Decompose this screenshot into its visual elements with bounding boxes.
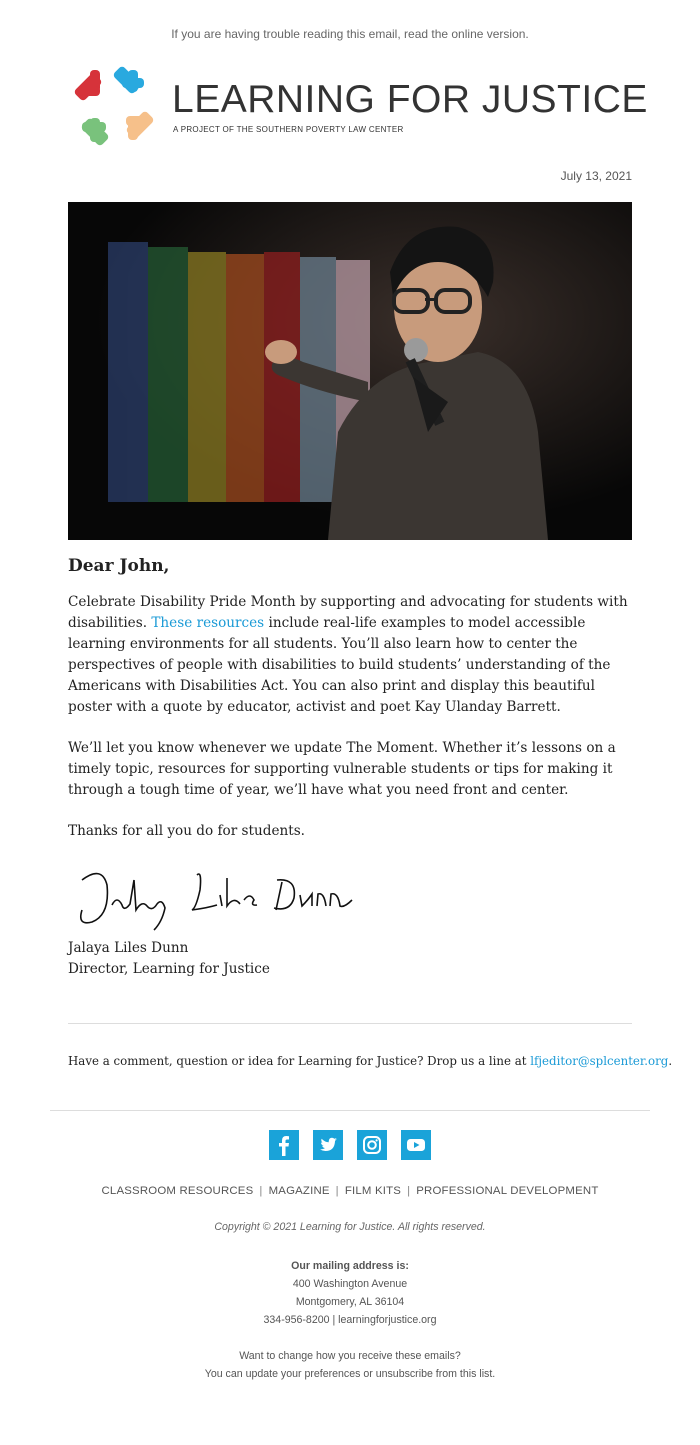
youtube-icon xyxy=(405,1134,427,1156)
nav-magazine[interactable]: MAGAZINE xyxy=(268,1185,330,1197)
contact-info: 334-956-8200 | learningforjustice.org xyxy=(263,1314,437,1326)
divider xyxy=(50,1110,650,1111)
greeting: Dear John, xyxy=(68,556,170,576)
signer-title: Director, Learning for Justice xyxy=(68,961,270,977)
handwritten-signature xyxy=(62,860,632,932)
editor-email-link[interactable]: lfjeditor@splcenter.org xyxy=(530,1054,669,1068)
signature-icon xyxy=(62,860,362,932)
body-paragraph-1: Celebrate Disability Pride Month by supporting and advocating for students with disabilities. These resources include real-life examples to model accessible learning environments for all students. You’ll also learn how to center the perspectives of people with disabilities to build students’ understanding of the Americans with Disabilities Act. You can also print and display this beautiful poster with a quote by educator, activist and poet Kay Ulanday Barrett. xyxy=(68,594,628,715)
body-paragraph-3: Thanks for all you do for students. xyxy=(68,823,306,839)
speaker-photo xyxy=(68,202,632,540)
facebook-icon xyxy=(273,1134,295,1156)
youtube-button[interactable] xyxy=(401,1130,431,1160)
instagram-button[interactable] xyxy=(357,1130,387,1160)
contact-line: Have a comment, question or idea for Learning for Justice? Drop us a line at lfjeditor@splcenter.org. xyxy=(68,1054,673,1068)
divider xyxy=(68,1023,632,1024)
twitter-button[interactable] xyxy=(313,1130,343,1160)
logo-subtitle: A PROJECT OF THE SOUTHERN POVERTY LAW CENTER xyxy=(173,125,404,134)
footer-nav: CLASSROOM RESOURCES | MAGAZINE | FILM KITS | PROFESSIONAL DEVELOPMENT xyxy=(101,1185,599,1197)
social-links xyxy=(0,1130,700,1160)
preferences-link[interactable]: You can update your preferences or unsubscribe from this list. xyxy=(204,1368,496,1380)
website-link[interactable]: learningforjustice.org xyxy=(338,1314,437,1326)
twitter-icon xyxy=(317,1134,339,1156)
online-version-notice[interactable]: If you are having trouble reading this email, read the online version. xyxy=(171,27,529,41)
facebook-button[interactable] xyxy=(269,1130,299,1160)
nav-classroom-resources[interactable]: CLASSROOM RESOURCES xyxy=(101,1185,254,1197)
signer-name: Jalaya Liles Dunn xyxy=(68,940,189,956)
nav-film-kits[interactable]: FILM KITS xyxy=(344,1185,402,1197)
email-date: July 13, 2021 xyxy=(560,169,632,183)
address-line-1: 400 Washington Avenue xyxy=(292,1278,408,1290)
logo-title: LEARNING FOR JUSTICE xyxy=(172,78,648,121)
nav-professional-development[interactable]: PROFESSIONAL DEVELOPMENT xyxy=(416,1185,599,1197)
email-preferences xyxy=(0,1347,700,1383)
preferences-question: Want to change how you receive these emails? xyxy=(239,1350,461,1362)
resources-link[interactable]: These resources xyxy=(151,615,265,631)
hands-logo-icon xyxy=(68,60,160,152)
hero-photo[interactable] xyxy=(68,202,632,540)
address-header: Our mailing address is: xyxy=(291,1260,409,1272)
copyright-notice: Copyright © 2021 Learning for Justice. All rights reserved. xyxy=(214,1221,486,1233)
mailing-address xyxy=(0,1257,700,1329)
logo[interactable] xyxy=(68,60,648,152)
phone-number: 334-956-8200 xyxy=(263,1314,330,1326)
instagram-icon xyxy=(361,1134,383,1156)
body-paragraph-2: We’ll let you know whenever we update The Moment. Whether it’s lessons on a timely topic, resources for supporting vulnerable students or tips for making it through a tough time of year, we’ll have what you need front and center. xyxy=(68,740,616,798)
address-line-2: Montgomery, AL 36104 xyxy=(295,1296,405,1308)
